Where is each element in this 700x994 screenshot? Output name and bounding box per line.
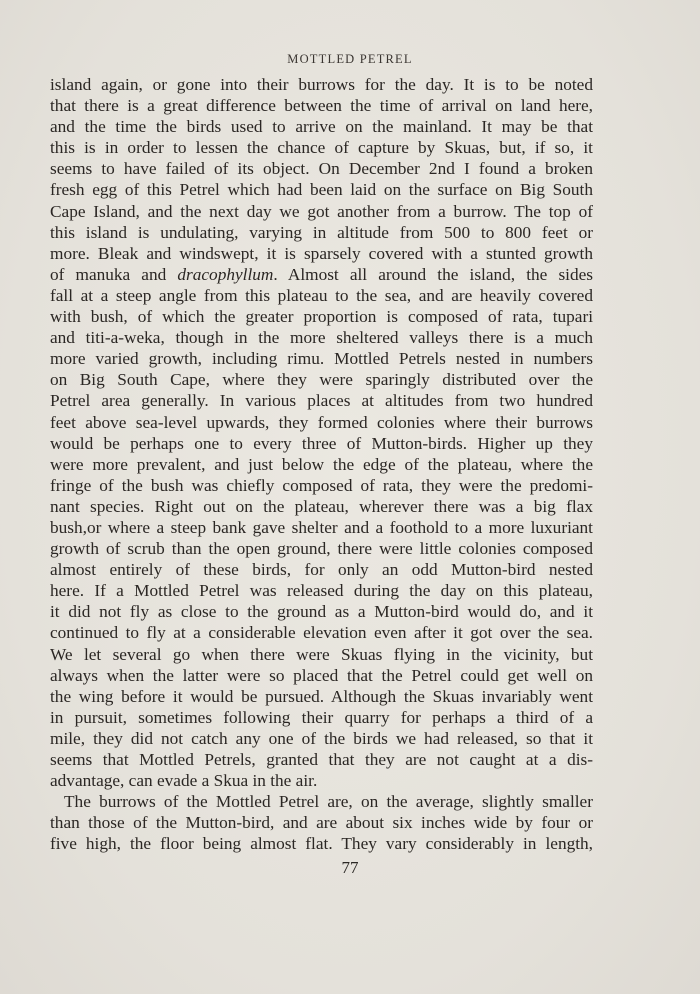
text-line: advantage, can evade a Skua in the air. (50, 771, 318, 791)
text-line: always when the latter were so placed that the Petrel could get well on (50, 665, 593, 685)
text-line: fringe of the bush was chiefly composed of rata, they were the predomi- (50, 475, 593, 495)
text-line: in pursuit, sometimes following their quarry for perhaps a third of a (50, 707, 593, 727)
text-line: would be perhaps one to every three of Mutton-birds. Higher up they (50, 433, 593, 453)
text-line: seems that Mottled Petrels, granted that they are not caught at a dis- (50, 750, 593, 769)
text-line: and the time the birds used to arrive on the mainland. It may be that (50, 117, 593, 137)
italic-genus-name: dracophyllum (177, 264, 274, 284)
text-line: here. If a Mottled Petrel was released during the day on this plateau, (50, 581, 593, 601)
running-title: MOTTLED PETREL (287, 52, 413, 66)
text-line: fall at a steep angle from this plateau to the sea, and are heavily covered (50, 285, 593, 305)
text-line: continued to fly at a considerable elevation even after it got over the sea. (50, 623, 593, 643)
text-line: Cape Island, and the next day we got another from a burrow. The top of (50, 201, 593, 221)
text-line: that there is a great difference between the time of arrival on land here, (50, 96, 593, 116)
text-line: on Big South Cape, where they were sparingly distributed over the (50, 370, 593, 390)
text-line: the wing before it would be pursued. Although the Skuas invariably went (50, 686, 593, 706)
text-line-with-italic (50, 264, 593, 285)
line-text-before: of manuka and (50, 264, 178, 284)
text-line: We let several go when there were Skuas flying in the vicinity, but (50, 644, 593, 664)
text-line: five high, the floor being almost flat. They vary considerably in length, (50, 834, 593, 854)
text-line: The burrows of the Mottled Petrel are, on the average, slightly smaller (64, 792, 593, 812)
text-line: were more prevalent, and just below the edge of the plateau, where the (50, 454, 593, 474)
paragraph-2 (50, 791, 593, 854)
body-text (50, 74, 593, 854)
text-line: island again, or gone into their burrows for the day. It is to be noted (50, 75, 593, 94)
text-line: fresh egg of this Petrel which had been laid on the surface on Big South (50, 180, 593, 200)
text-line: feet above sea-level upwards, they formed colonies where their burrows (50, 412, 593, 432)
paragraph-1 (50, 74, 593, 791)
text-line: Petrel area generally. In various places at altitudes from two hundred (50, 391, 593, 411)
page-number: 77 (341, 858, 359, 877)
text-line: and titi-a-weka, though in the more sheltered valleys there is a much (50, 328, 593, 348)
text-line: with bush, of which the greater proportion is composed of rata, tupari (50, 307, 593, 327)
text-line: almost entirely of these birds, for only an odd Mutton-bird nested (50, 560, 593, 580)
text-line: nant species. Right out on the plateau, wherever there was a big flax (50, 496, 593, 516)
text-line: mile, they did not catch any one of the birds we had released, so that it (50, 728, 593, 748)
text-line: more. Bleak and windswept, it is sparsely covered with a stunted growth (50, 243, 593, 263)
text-line: than those of the Mutton-bird, and are about six inches wide by four or (50, 813, 593, 833)
text-line: bush,or where a steep bank gave shelter and a foothold to a more luxuriant (50, 517, 593, 537)
text-line: this is in order to lessen the chance of capture by Skuas, but, if so, it (50, 138, 593, 158)
text-line: growth of scrub than the open ground, there were little colonies composed (50, 539, 593, 559)
text-line: this island is undulating, varying in altitude from 500 to 800 feet or (50, 222, 593, 242)
text-line: more varied growth, including rimu. Mottled Petrels nested in numbers (50, 349, 593, 369)
line-text-after: . Almost all around the island, the sides (273, 264, 593, 284)
text-line: seems to have failed of its object. On December 2nd I found a broken (50, 159, 593, 179)
text-line: it did not fly as close to the ground as a Mutton-bird would do, and it (50, 602, 593, 622)
